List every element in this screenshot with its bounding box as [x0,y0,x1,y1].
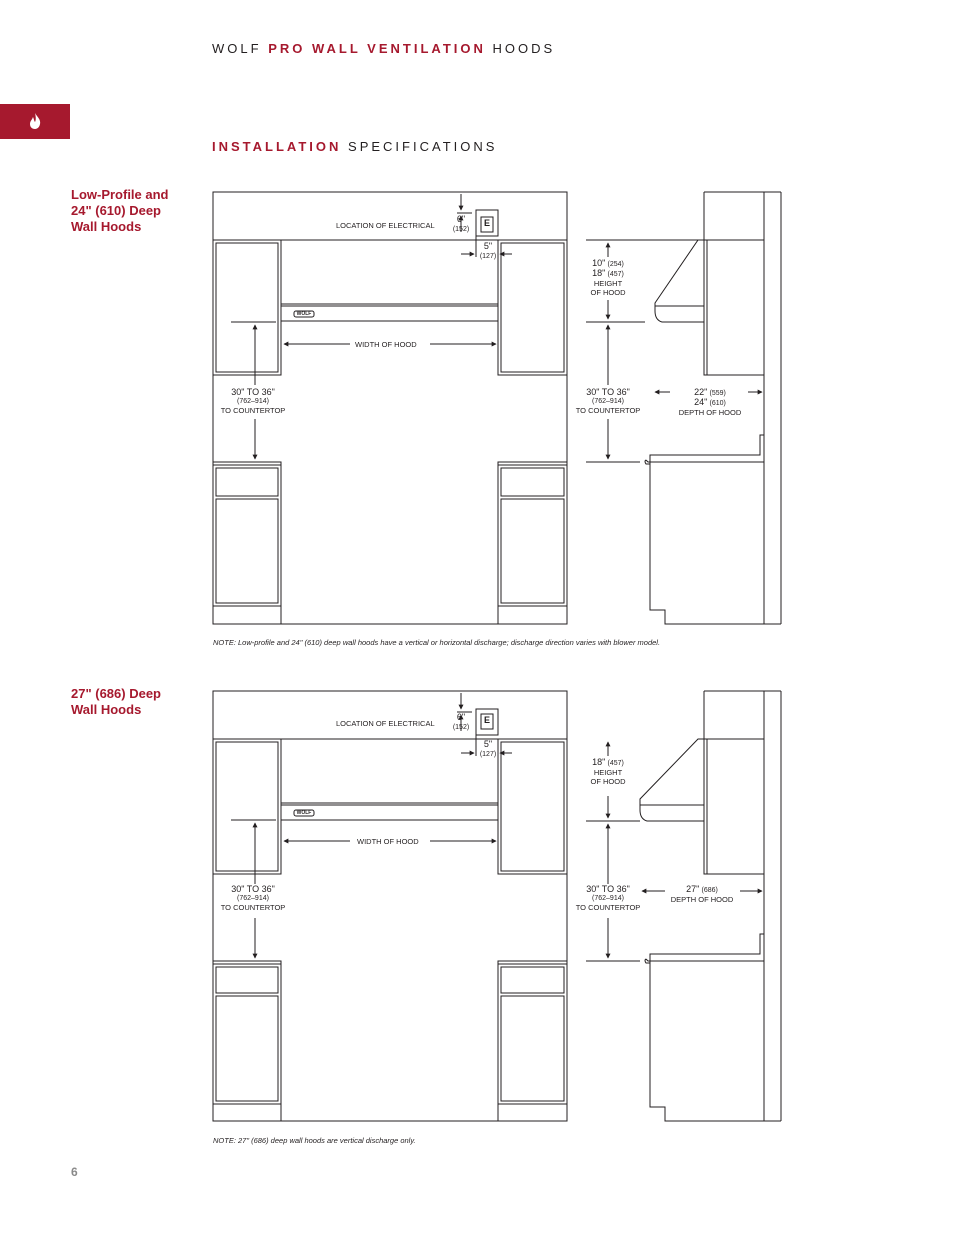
diagram2-upper-cabinet-right [498,739,567,874]
diagram1-offset-dim: 5" [483,241,493,251]
diagram1-base-cabinet-left [213,462,281,624]
diagram2-side-counter-label: TO COUNTERTOP [575,903,641,912]
diagram2-label [71,686,161,718]
diagram1-elec-dim: 6" [456,214,466,224]
diagram1-e-label: E [483,218,490,228]
diagram2-location-electrical: LOCATION OF ELECTRICAL [336,719,435,728]
diagram2-elec-dim: 6" [456,712,466,722]
diagram1-elec-dim-mm: (152) [452,226,470,233]
diagram2-upper-cabinet-left [213,739,281,874]
diagram1-height-dim2: 18" [592,268,606,278]
diagram1-side-hood-profile [655,240,704,322]
diagram2-offset-dim-mm: (127) [479,751,497,758]
header-suffix: HOODS [492,41,556,56]
diagram1-side-counter-mm: (762–914) [592,398,624,405]
diagram2-side-counter-mm: (762–914) [592,895,624,902]
diagram2-width-of-hood: WIDTH OF HOOD [357,837,419,846]
diagram1-front-counter-mm: (762–914) [237,398,269,405]
diagram1-offset-dim-mm: (127) [479,253,497,260]
diagram1 [200,185,800,635]
diagram1-depth-label: DEPTH OF HOOD [678,408,742,417]
diagram1-height-label2: OF HOOD [590,288,626,297]
diagram2-label-line: 27" (686) Deep [71,686,161,701]
diagram1-height-dim2-mm: (457) [607,271,624,278]
diagram2-side-upper-cabinet [704,739,764,874]
diagram2-depth-label: DEPTH OF HOOD [670,895,734,904]
diagram1-height-block [578,259,638,297]
flame-icon [28,112,42,130]
diagram2-base-cabinet-right [498,961,567,1121]
diagram2-height-dim2: 18" [592,757,606,767]
diagram2-front-counter-dim: 30" TO 36" [231,884,275,894]
diagram2-height-label2: OF HOOD [590,777,626,786]
diagram1-depth-dim2-mm: (610) [709,400,726,407]
diagram2-height-label1: HEIGHT [593,768,623,777]
diagram2-base-cabinet-left [213,961,281,1121]
diagram1-location-electrical: LOCATION OF ELECTRICAL [336,221,435,230]
diagram1-side-counter-label: TO COUNTERTOP [575,406,641,415]
diagram2-e-label: E [483,715,490,725]
diagram2-depth-dim1: 27" [686,884,700,894]
diagram2-front-counter-label: TO COUNTERTOP [220,903,286,912]
diagram1-width-of-hood: WIDTH OF HOOD [355,340,417,349]
diagram2 [200,684,800,1134]
diagram1-base-cabinet-right [498,462,567,624]
header-title: PRO WALL VENTILATION [268,41,486,56]
diagram1-side-counter-dim: 30" TO 36" [586,387,630,397]
diagram2-depth-dim1-mm: (686) [701,887,718,894]
diagram2-front-counter-mm: (762–914) [237,895,269,902]
diagram2-height-block [578,758,638,786]
diagram2-depth-block [662,885,742,904]
diagram2-front-counter-block [213,885,293,912]
diagram1-depth-dim2: 24" [694,397,708,407]
diagram1-height-dim1: 10" [592,258,606,268]
diagram1-front-counter-label: TO COUNTERTOP [220,406,286,415]
diagram1-label-line: Wall Hoods [71,219,142,234]
diagram1-height-label1: HEIGHT [593,279,623,288]
diagram1-depth-dim1: 22" [694,387,708,397]
page-number: 6 [71,1165,78,1179]
diagram2-elec-dim-mm: (152) [452,724,470,731]
diagram2-side-counter-dim: 30" TO 36" [586,884,630,894]
diagram1-note: NOTE: Low-profile and 24" (610) deep wall hoods have a vertical or horizontal discharge; discharge direction varies with blower model. [213,638,661,647]
header-brand: WOLF [212,41,262,56]
diagram1-side-upper-cabinet [704,240,764,375]
diagram1-side-counter-block [568,388,648,415]
diagram1-height-dim1-mm: (254) [607,261,624,268]
diagram2-side-counter-block [568,885,648,912]
diagram1-front-counter-block [213,388,293,415]
diagram2-height-dim2-mm: (457) [607,760,624,767]
section-tab [0,104,70,139]
diagram1-depth-dim1-mm: (559) [709,390,726,397]
diagram2-label-line: Wall Hoods [71,702,142,717]
diagram1-label-line: 24" (610) Deep [71,203,161,218]
diagram2-offset-dim: 5" [483,739,493,749]
diagram1-label-line: Low-Profile and [71,187,169,202]
diagram1-side-base [650,435,764,624]
diagram2-hood-logo: WOLF [296,810,312,816]
diagram2-side-hood-profile [640,739,704,821]
diagram2-note: NOTE: 27" (686) deep wall hoods are vertical discharge only. [213,1136,416,1145]
diagram1-upper-cabinet-left [213,240,281,375]
diagram1-hood-logo: WOLF [296,311,312,317]
diagram2-side-base [650,934,764,1121]
diagram1-depth-block [670,388,750,417]
section-title [212,139,497,154]
page-header [212,41,555,56]
section-title-accent: INSTALLATION [212,139,342,154]
diagram1-upper-cabinet-right [498,240,567,375]
diagram1-front-counter-dim: 30" TO 36" [231,387,275,397]
section-title-rest: SPECIFICATIONS [348,139,498,154]
diagram1-label [71,187,169,235]
